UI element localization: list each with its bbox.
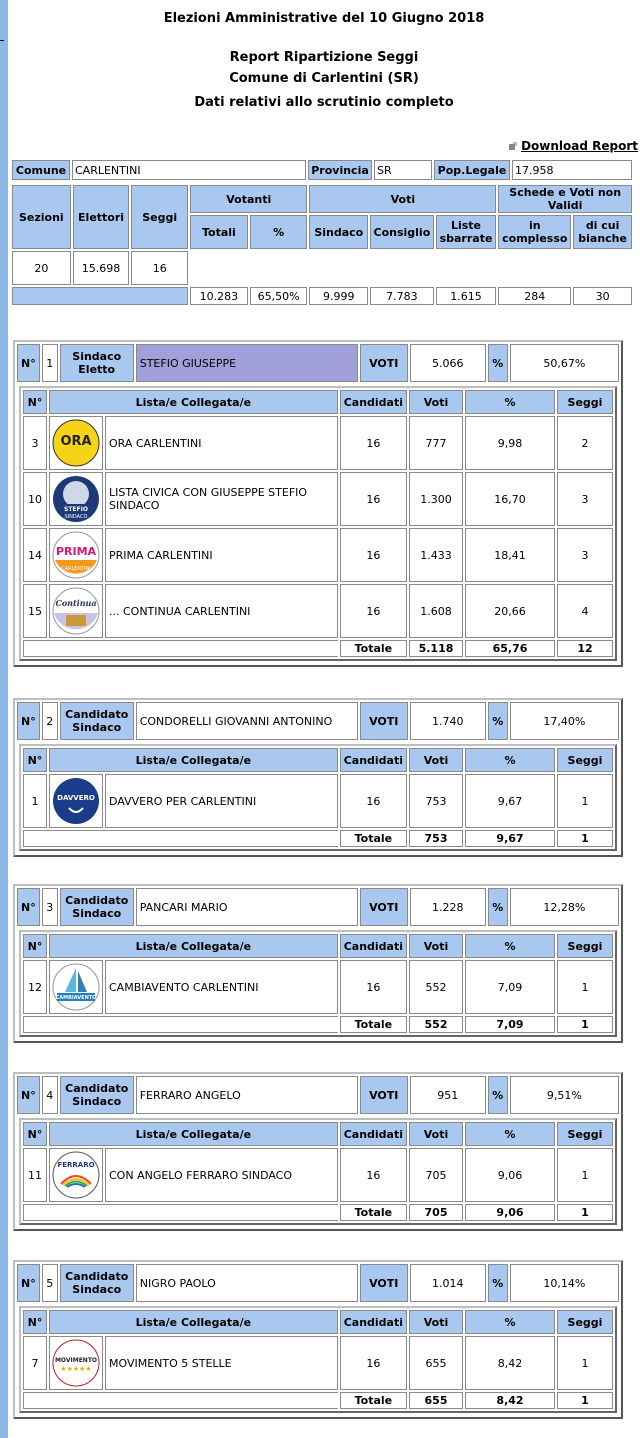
list-row: [23, 774, 613, 828]
list-row: [23, 472, 613, 526]
voti-header: Voti: [409, 1122, 463, 1146]
liste-header: Liste sbarrate: [436, 215, 497, 249]
list-row: [23, 528, 613, 582]
ferraro-logo: [49, 1148, 103, 1202]
voti-header: Voti: [409, 748, 463, 772]
consiglio-header: Consiglio: [370, 215, 434, 249]
candidate-header: [15, 1262, 621, 1304]
candidate-pct: 12,28%: [510, 888, 619, 926]
list-row: [23, 960, 613, 1014]
svg-text:MOVIMENTO: MOVIMENTO: [54, 1357, 98, 1364]
pct-header: %: [465, 1310, 555, 1334]
consiglio-value: 7.783: [370, 287, 434, 305]
totale-voti: 655: [409, 1392, 463, 1409]
spacer: [190, 251, 632, 285]
lists-table: [21, 746, 615, 849]
totale-pct: 8,42: [465, 1392, 555, 1409]
comune-label: Comune: [12, 160, 70, 180]
list-voti: 705: [409, 1148, 463, 1202]
totale-empty: [23, 1392, 338, 1409]
list-seggi: 3: [557, 528, 613, 582]
lists-panel: [19, 744, 617, 851]
sindaco-value: 9.999: [309, 287, 368, 305]
seggi-header: Seggi: [557, 934, 613, 958]
list-candidati: 16: [340, 584, 407, 638]
totale-voti: 705: [409, 1204, 463, 1221]
voti-label: VOTI: [360, 1076, 408, 1114]
n-header: N°: [23, 1122, 47, 1146]
pct-label: %: [488, 344, 508, 382]
list-seggi: 1: [557, 774, 613, 828]
elettori-header: Elettori: [73, 185, 130, 249]
pct-label: %: [488, 888, 508, 926]
lists-table: [21, 1120, 615, 1223]
candidate-block: [13, 1072, 623, 1231]
seggi-header: Seggi: [557, 1310, 613, 1334]
totale-voti: 5.118: [409, 640, 463, 657]
n-label: N°: [17, 1264, 40, 1302]
list-candidati: 16: [340, 528, 407, 582]
pct-header: %: [465, 1122, 555, 1146]
list-candidati: 16: [340, 472, 407, 526]
list-pct: 9,67: [465, 774, 555, 828]
list-name: DAVVERO PER CARLENTINI: [105, 774, 338, 828]
candidate-number: 2: [42, 702, 58, 740]
voti-label: VOTI: [360, 344, 408, 382]
totale-seggi: 1: [557, 1204, 613, 1221]
totale-empty: [23, 1204, 338, 1221]
totale-voti: 552: [409, 1016, 463, 1033]
candidati-header: Candidati: [340, 748, 407, 772]
lista-header: Lista/e Collegata/e: [49, 1310, 338, 1334]
totale-label: Totale: [340, 1392, 407, 1409]
totali-value: 10.283: [190, 287, 248, 305]
list-seggi: 2: [557, 416, 613, 470]
report-content: [10, 0, 638, 307]
list-seggi: 1: [557, 960, 613, 1014]
totale-seggi: 1: [557, 1392, 613, 1409]
comune-title: Comune di Carlentini (SR): [229, 71, 419, 86]
ora-logo: [49, 416, 103, 470]
incomplesso-header: in complesso: [498, 215, 571, 249]
liste-value: 1.615: [436, 287, 497, 305]
seggi-header: Seggi: [557, 390, 613, 414]
lista-header: Lista/e Collegata/e: [49, 1122, 338, 1146]
totale-empty: [23, 640, 338, 657]
totale-seggi: 1: [557, 1016, 613, 1033]
lists-table: [21, 1308, 615, 1411]
comune-info-table: [10, 158, 634, 182]
candidate-name: PANCARI MARIO: [136, 888, 358, 926]
list-pct: 8,42: [465, 1336, 555, 1390]
sindaco-header: Sindaco: [309, 215, 368, 249]
bianche-value: 30: [573, 287, 632, 305]
list-pct: 9,98: [465, 416, 555, 470]
totali-header: Totali: [190, 215, 248, 249]
list-pct: 16,70: [465, 472, 555, 526]
stefio-logo: [49, 472, 103, 526]
schede-header: Schede e Voti non Validi: [498, 185, 632, 213]
pct-header: %: [250, 215, 308, 249]
svg-text:CARLENTINI: CARLENTINI: [61, 566, 91, 572]
candidate-pct: 10,14%: [510, 1264, 619, 1302]
totale-pct: 65,76: [465, 640, 555, 657]
list-candidati: 16: [340, 1148, 407, 1202]
svg-text:DAVVERO: DAVVERO: [57, 794, 95, 802]
totale-empty: [23, 830, 338, 847]
provincia-value: SR: [374, 160, 432, 180]
candidate-number: 3: [42, 888, 58, 926]
cambiavento-logo: [49, 960, 103, 1014]
svg-text:ORA: ORA: [60, 434, 92, 449]
lists-table: [21, 932, 615, 1035]
pct-label: %: [488, 1076, 508, 1114]
totale-seggi: 12: [557, 640, 613, 657]
list-name: CAMBIAVENTO CARLENTINI: [105, 960, 338, 1014]
sezioni-header: Sezioni: [12, 185, 71, 249]
report-title: Report Ripartizione Seggi: [229, 50, 419, 65]
pct-header: %: [465, 748, 555, 772]
list-voti: 552: [409, 960, 463, 1014]
candidati-header: Candidati: [340, 934, 407, 958]
seggi-value: 16: [131, 251, 188, 285]
lists-panel: [19, 1306, 617, 1413]
pct-label: %: [488, 702, 508, 740]
list-pct: 20,66: [465, 584, 555, 638]
totale-label: Totale: [340, 1016, 407, 1033]
list-number: 10: [23, 472, 47, 526]
list-candidati: 16: [340, 960, 407, 1014]
candidate-header: [15, 342, 621, 384]
svg-text:CAMBIAVENTO: CAMBIAVENTO: [55, 995, 97, 1001]
svg-text:STEFIO: STEFIO: [64, 506, 88, 513]
totale-row: [23, 1204, 613, 1221]
totale-row: [23, 830, 613, 847]
seggi-header: Seggi: [557, 748, 613, 772]
candidate-role: Candidato Sindaco: [60, 1076, 134, 1114]
incomplesso-value: 284: [498, 287, 571, 305]
n-label: N°: [17, 1076, 40, 1114]
download-icon: [509, 144, 515, 150]
list-number: 1: [23, 774, 47, 828]
list-seggi: 1: [557, 1148, 613, 1202]
candidati-header: Candidati: [340, 1122, 407, 1146]
list-number: 3: [23, 416, 47, 470]
list-row: [23, 584, 613, 638]
download-area: [10, 139, 638, 155]
svg-text:★★★★★: ★★★★★: [60, 1365, 92, 1373]
bianche-header: di cui bianche: [573, 215, 632, 249]
list-number: 14: [23, 528, 47, 582]
davvero-logo: [49, 774, 103, 828]
pct-label: %: [488, 1264, 508, 1302]
totale-label: Totale: [340, 1204, 407, 1221]
voti-label: VOTI: [360, 1264, 408, 1302]
provincia-label: Provincia: [308, 160, 372, 180]
candidate-pct: 17,40%: [510, 702, 619, 740]
comune-value: CARLENTINI: [72, 160, 306, 180]
voti-header: Voti: [409, 1310, 463, 1334]
seggi-header: Seggi: [131, 185, 188, 249]
lists-panel: [19, 930, 617, 1037]
list-row: [23, 416, 613, 470]
candidati-header: Candidati: [340, 1310, 407, 1334]
n-label: N°: [17, 888, 40, 926]
totale-label: Totale: [340, 640, 407, 657]
candidate-role: Candidato Sindaco: [60, 888, 134, 926]
page-title: Elezioni Amministrative del 10 Giugno 2018: [163, 11, 485, 26]
frame-tick: [0, 40, 4, 41]
n-header: N°: [23, 1310, 47, 1334]
candidate-block: [13, 698, 623, 857]
candidate-voti: 5.066: [410, 344, 486, 382]
candidate-block: [13, 884, 623, 1043]
list-name: PRIMA CARLENTINI: [105, 528, 338, 582]
elettori-value: 15.698: [73, 251, 130, 285]
totale-pct: 9,06: [465, 1204, 555, 1221]
list-number: 15: [23, 584, 47, 638]
list-pct: 7,09: [465, 960, 555, 1014]
totale-seggi: 1: [557, 830, 613, 847]
voti-header: Voti: [409, 390, 463, 414]
pop-label: Pop.Legale: [434, 160, 510, 180]
list-number: 11: [23, 1148, 47, 1202]
list-voti: 1.300: [409, 472, 463, 526]
totals-label-empty: [12, 287, 188, 305]
list-voti: 777: [409, 416, 463, 470]
list-name: ORA CARLENTINI: [105, 416, 338, 470]
list-seggi: 4: [557, 584, 613, 638]
list-voti: 1.433: [409, 528, 463, 582]
candidate-block: [13, 340, 623, 667]
lista-header: Lista/e Collegata/e: [49, 748, 338, 772]
list-candidati: 16: [340, 416, 407, 470]
sezioni-value: 20: [12, 251, 71, 285]
candidate-block: [13, 1260, 623, 1419]
svg-text:FERRARO: FERRARO: [57, 1161, 95, 1169]
candidate-role: Candidato Sindaco: [60, 702, 134, 740]
n-header: N°: [23, 748, 47, 772]
svg-text:Continua: Continua: [55, 598, 97, 608]
candidate-voti: 1.740: [410, 702, 486, 740]
n-header: N°: [23, 934, 47, 958]
lista-header: Lista/e Collegata/e: [49, 934, 338, 958]
seggi-header: Seggi: [557, 1122, 613, 1146]
lists-panel: [19, 1118, 617, 1225]
candidate-number: 1: [42, 344, 58, 382]
n-label: N°: [17, 702, 40, 740]
prima-logo: [49, 528, 103, 582]
list-voti: 655: [409, 1336, 463, 1390]
totale-empty: [23, 1016, 338, 1033]
votanti-header: Votanti: [190, 185, 307, 213]
list-pct: 18,41: [465, 528, 555, 582]
candidate-name: CONDORELLI GIOVANNI ANTONINO: [136, 702, 358, 740]
list-name: ... CONTINUA CARLENTINI: [105, 584, 338, 638]
list-seggi: 1: [557, 1336, 613, 1390]
list-row: [23, 1336, 613, 1390]
candidate-name: STEFIO GIUSEPPE: [136, 344, 358, 382]
turnout-table: [10, 183, 634, 307]
pct-header: %: [465, 934, 555, 958]
candidate-header: [15, 700, 621, 742]
n-label: N°: [17, 344, 40, 382]
voti-label: VOTI: [360, 888, 408, 926]
candidate-voti: 1.228: [410, 888, 486, 926]
lists-table: [21, 388, 615, 659]
list-candidati: 16: [340, 774, 407, 828]
totale-voti: 753: [409, 830, 463, 847]
totale-row: [23, 1392, 613, 1409]
candidate-number: 5: [42, 1264, 58, 1302]
totale-pct: 9,67: [465, 830, 555, 847]
download-report-link[interactable]: Download Report: [521, 139, 638, 153]
candidate-header: [15, 1074, 621, 1116]
svg-text:PRIMA: PRIMA: [55, 545, 97, 558]
candidate-role: Sindaco Eletto: [60, 344, 134, 382]
continua-logo: [49, 584, 103, 638]
totale-pct: 7,09: [465, 1016, 555, 1033]
totale-row: [23, 1016, 613, 1033]
pop-value: 17.958: [512, 160, 632, 180]
candidate-name: NIGRO PAOLO: [136, 1264, 358, 1302]
report-subtitle: Dati relativi allo scrutinio completo: [194, 95, 454, 110]
candidate-voti: 1.014: [410, 1264, 486, 1302]
voti-header: Voti: [309, 185, 496, 213]
pct-header: %: [465, 390, 555, 414]
lists-panel: [19, 386, 617, 661]
candidate-role: Candidato Sindaco: [60, 1264, 134, 1302]
candidate-number: 4: [42, 1076, 58, 1114]
list-number: 7: [23, 1336, 47, 1390]
voti-label: VOTI: [360, 702, 408, 740]
candidate-header: [15, 886, 621, 928]
m5s-logo: [49, 1336, 103, 1390]
left-frame-bar: [0, 0, 8, 1438]
candidate-pct: 9,51%: [510, 1076, 619, 1114]
candidate-pct: 50,67%: [510, 344, 619, 382]
list-name: MOVIMENTO 5 STELLE: [105, 1336, 338, 1390]
candidate-voti: 951: [410, 1076, 486, 1114]
list-name: CON ANGELO FERRARO SINDACO: [105, 1148, 338, 1202]
list-number: 12: [23, 960, 47, 1014]
candidate-name: FERRARO ANGELO: [136, 1076, 358, 1114]
lista-header: Lista/e Collegata/e: [49, 390, 338, 414]
list-voti: 1.608: [409, 584, 463, 638]
totale-row: [23, 640, 613, 657]
candidati-header: Candidati: [340, 390, 407, 414]
svg-text:SINDACO: SINDACO: [64, 514, 88, 520]
voti-header: Voti: [409, 934, 463, 958]
totale-label: Totale: [340, 830, 407, 847]
list-row: [23, 1148, 613, 1202]
list-name: LISTA CIVICA CON GIUSEPPE STEFIO SINDACO: [105, 472, 338, 526]
list-candidati: 16: [340, 1336, 407, 1390]
list-voti: 753: [409, 774, 463, 828]
n-header: N°: [23, 390, 47, 414]
list-pct: 9,06: [465, 1148, 555, 1202]
pct-value: 65,50%: [250, 287, 308, 305]
list-seggi: 3: [557, 472, 613, 526]
